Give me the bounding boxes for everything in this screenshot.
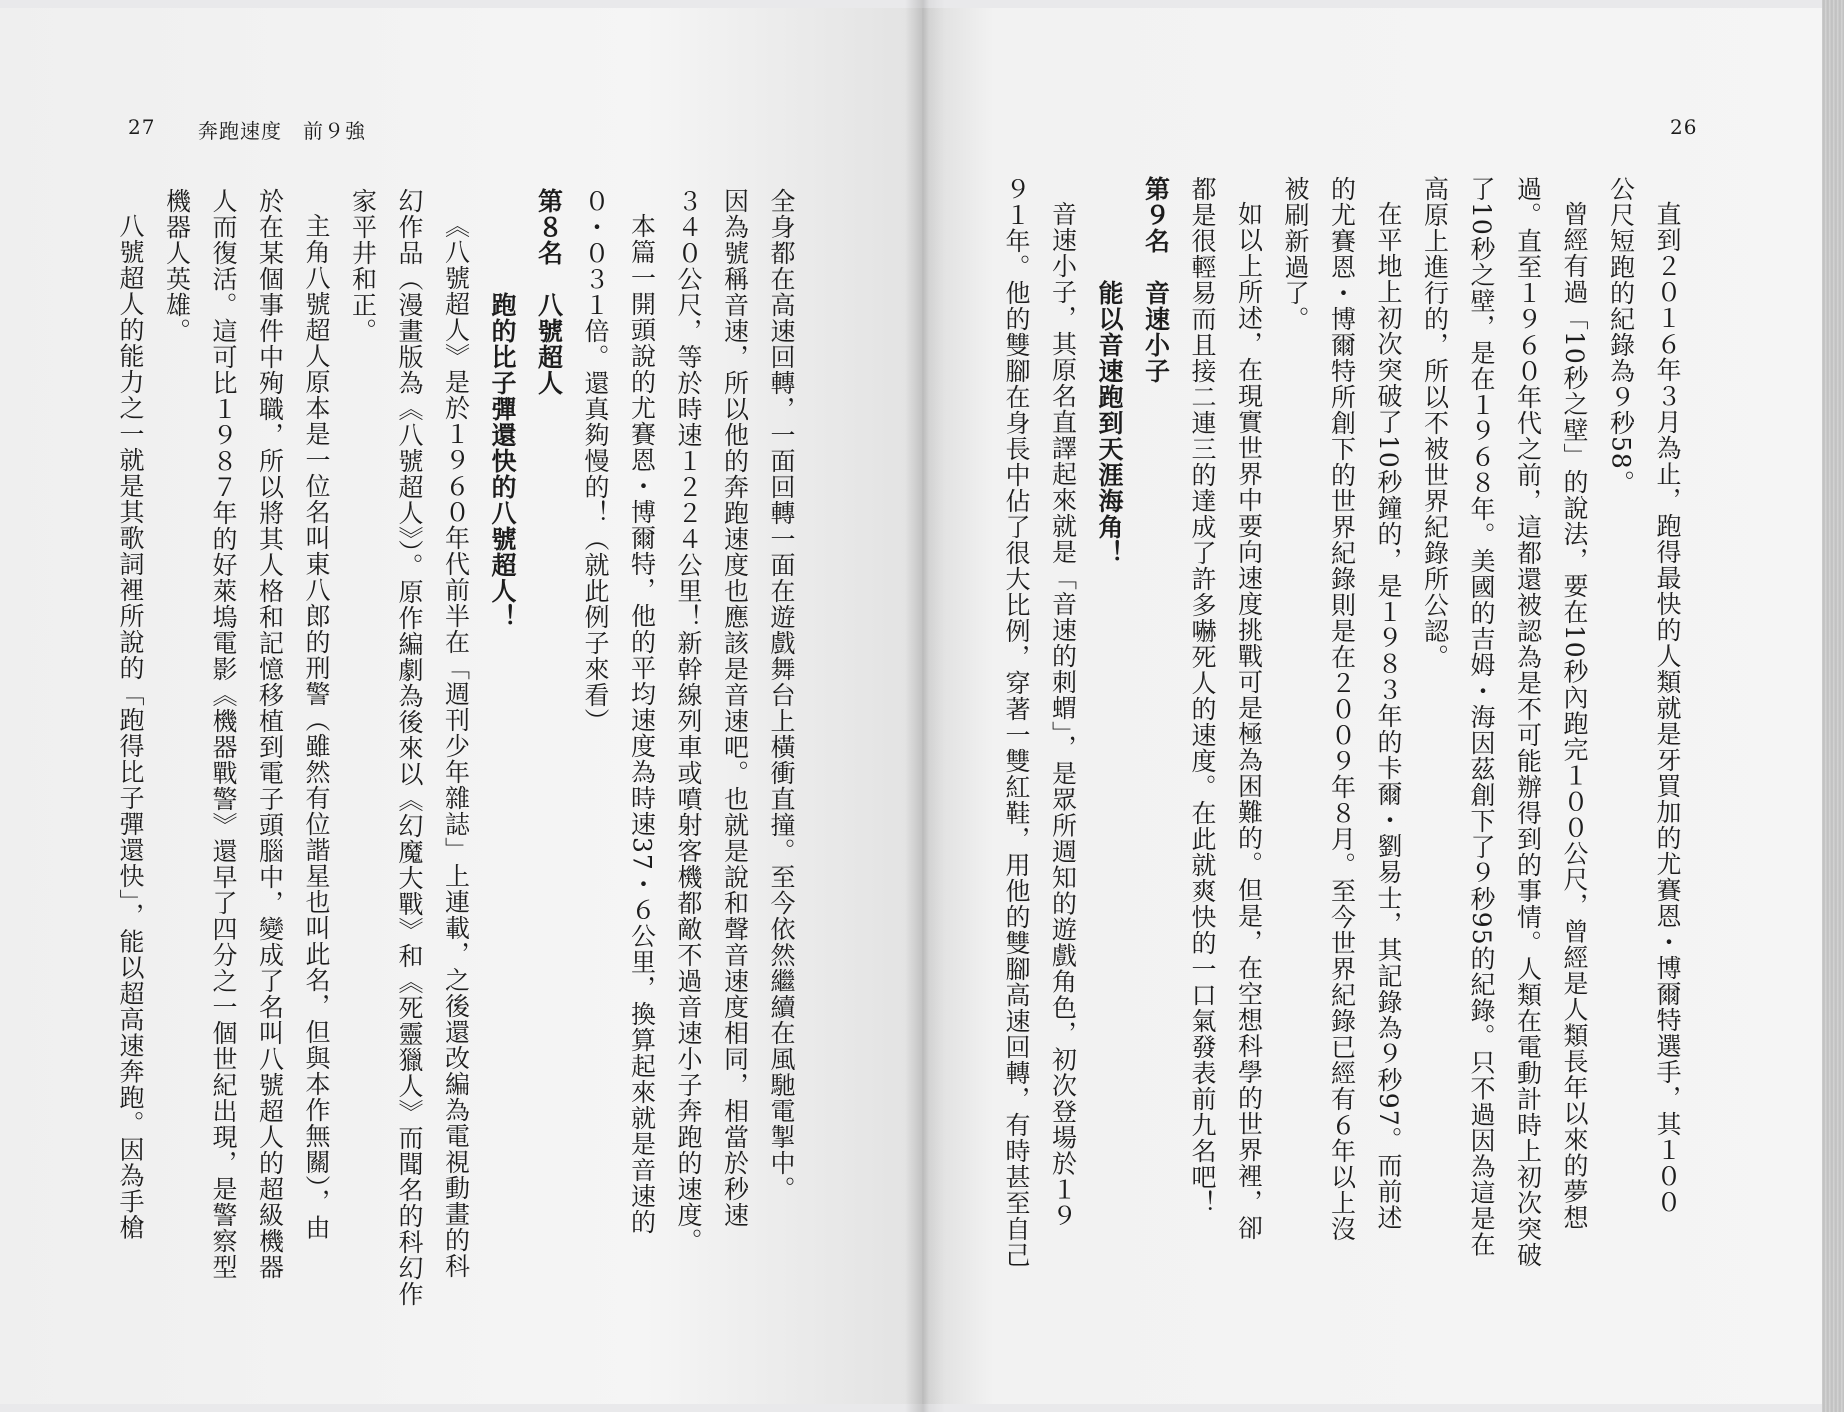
text-line: 都是很輕易而且接二連三的達成了許多嚇死人的速度。在此就爽快的一口氣發表前九名吧！: [1188, 176, 1217, 1216]
text-line: ０・０３１倍。還真夠慢的！（就此例子來看）: [581, 188, 610, 734]
text-line: ９１年。他的雙腳在身長中佔了很大比例，穿著一雙紅鞋，用他的雙腳高速回轉，有時甚至自己: [1002, 176, 1031, 1268]
text-line: 音速小子，其原名直譯起來就是「音速的刺蝟」，是眾所週知的遊戲角色，初次登場於１９: [1048, 201, 1078, 1229]
section-heading: 第９名 音速小子: [1141, 176, 1171, 384]
text-line: 機器人英雄。: [162, 188, 192, 344]
text-line: 被刷新過了。: [1281, 176, 1310, 332]
text-line: ３４０公尺，等於時速１２２４公里！新幹線列車或噴射客機都敵不過音速小子奔跑的速度。: [674, 188, 703, 1254]
text-line: 幻作品（漫畫版為《八號超人》）。原作編劇為後來以《幻魔大戰》和《死靈獵人》而聞名的科幻作: [395, 188, 424, 1307]
text-line: 曾經有過「10秒之壁」的說法，要在10秒內跑完１００公尺，曾經是人類長年以來的夢想: [1560, 201, 1589, 1231]
right-page: [922, 8, 1822, 1404]
text-line: 主角八號超人原本是一位名叫東八郎的刑警（雖然有位諧星也叫此名，但與本作無關），由: [302, 213, 331, 1241]
book-gutter: [905, 0, 945, 1412]
text-line: 了10秒之壁，是在１９６８年。美國的吉姆・海因茲創下了９秒95的紀錄。只不過因為這是在: [1467, 176, 1496, 1258]
page-number-right: 26: [1670, 115, 1698, 139]
text-line: 在平地上初次突破了10秒鐘的，是１９８３年的卡爾・劉易士，其記錄為９秒97。而前述: [1374, 201, 1403, 1231]
left-page-body-text: [107, 188, 805, 1328]
text-line: 的尤賽恩・博爾特所創下的世界紀錄則是在２００９年８月。至今世界紀錄已經有６年以上沒: [1327, 176, 1357, 1242]
text-line: 公尺短跑的紀錄為９秒58。: [1606, 176, 1636, 496]
text-line: 直到２０１６年３月為止，跑得最快的人類就是牙買加的尤賽恩・博爾特選手，其１００: [1653, 201, 1682, 1215]
text-line: 八號超人的能力之一就是其歌詞裡所說的「跑得比子彈還快」，能以超高速奔跑。因為手槍: [116, 213, 145, 1241]
text-line: 過。直至１９６０年代之前，這都還被認為是不可能辦得到的事情。人類在電動計時上初次突破: [1513, 176, 1543, 1268]
text-line: 本篇一開頭說的尤賽恩・博爾特，他的平均速度為時速37・６公里，換算起來就是音速的: [627, 213, 657, 1235]
section-heading: 能以音速跑到天涯海角！: [1095, 176, 1124, 566]
section-heading: 第８名 八號超人: [534, 188, 564, 396]
text-line: 人而復活。這可比１９８７年的好萊塢電影《機器戰警》還早了四分之一個世紀出現，是警察型: [209, 188, 238, 1280]
page-number-left: 27: [128, 115, 156, 139]
text-line: 因為號稱音速，所以他的奔跑速度也應該是音速吧。也就是說和聲音速度相同，相當於秒速: [720, 188, 750, 1228]
right-page-body-text: [993, 176, 1691, 1316]
running-head: 奔跑速度 前９強: [198, 119, 366, 143]
text-line: 如以上所述，在現實世界中要向速度挑戰可是極為困難的。但是，在空想科學的世界裡，卻: [1234, 201, 1264, 1241]
text-line: 家平井和正。: [348, 188, 378, 344]
section-heading: 跑的比子彈還快的八號超人！: [488, 188, 517, 630]
page-edges: [1822, 0, 1844, 1412]
text-line: 高原上進行的，所以不被世界紀錄所公認。: [1420, 176, 1450, 670]
text-line: 於在某個事件中殉職，所以將其人格和記憶移植到電子頭腦中，變成了名叫八號超人的超級機器: [255, 188, 285, 1280]
text-line: 《八號超人》是於１９６０年代前半在「週刊少年雜誌」上連載，之後還改編為電視動畫的科: [441, 213, 471, 1279]
left-page: [0, 8, 922, 1404]
text-line: 全身都在高速回轉，一面回轉一面在遊戲舞台上橫衝直撞。至今依然繼續在風馳電掣中。: [767, 188, 796, 1202]
